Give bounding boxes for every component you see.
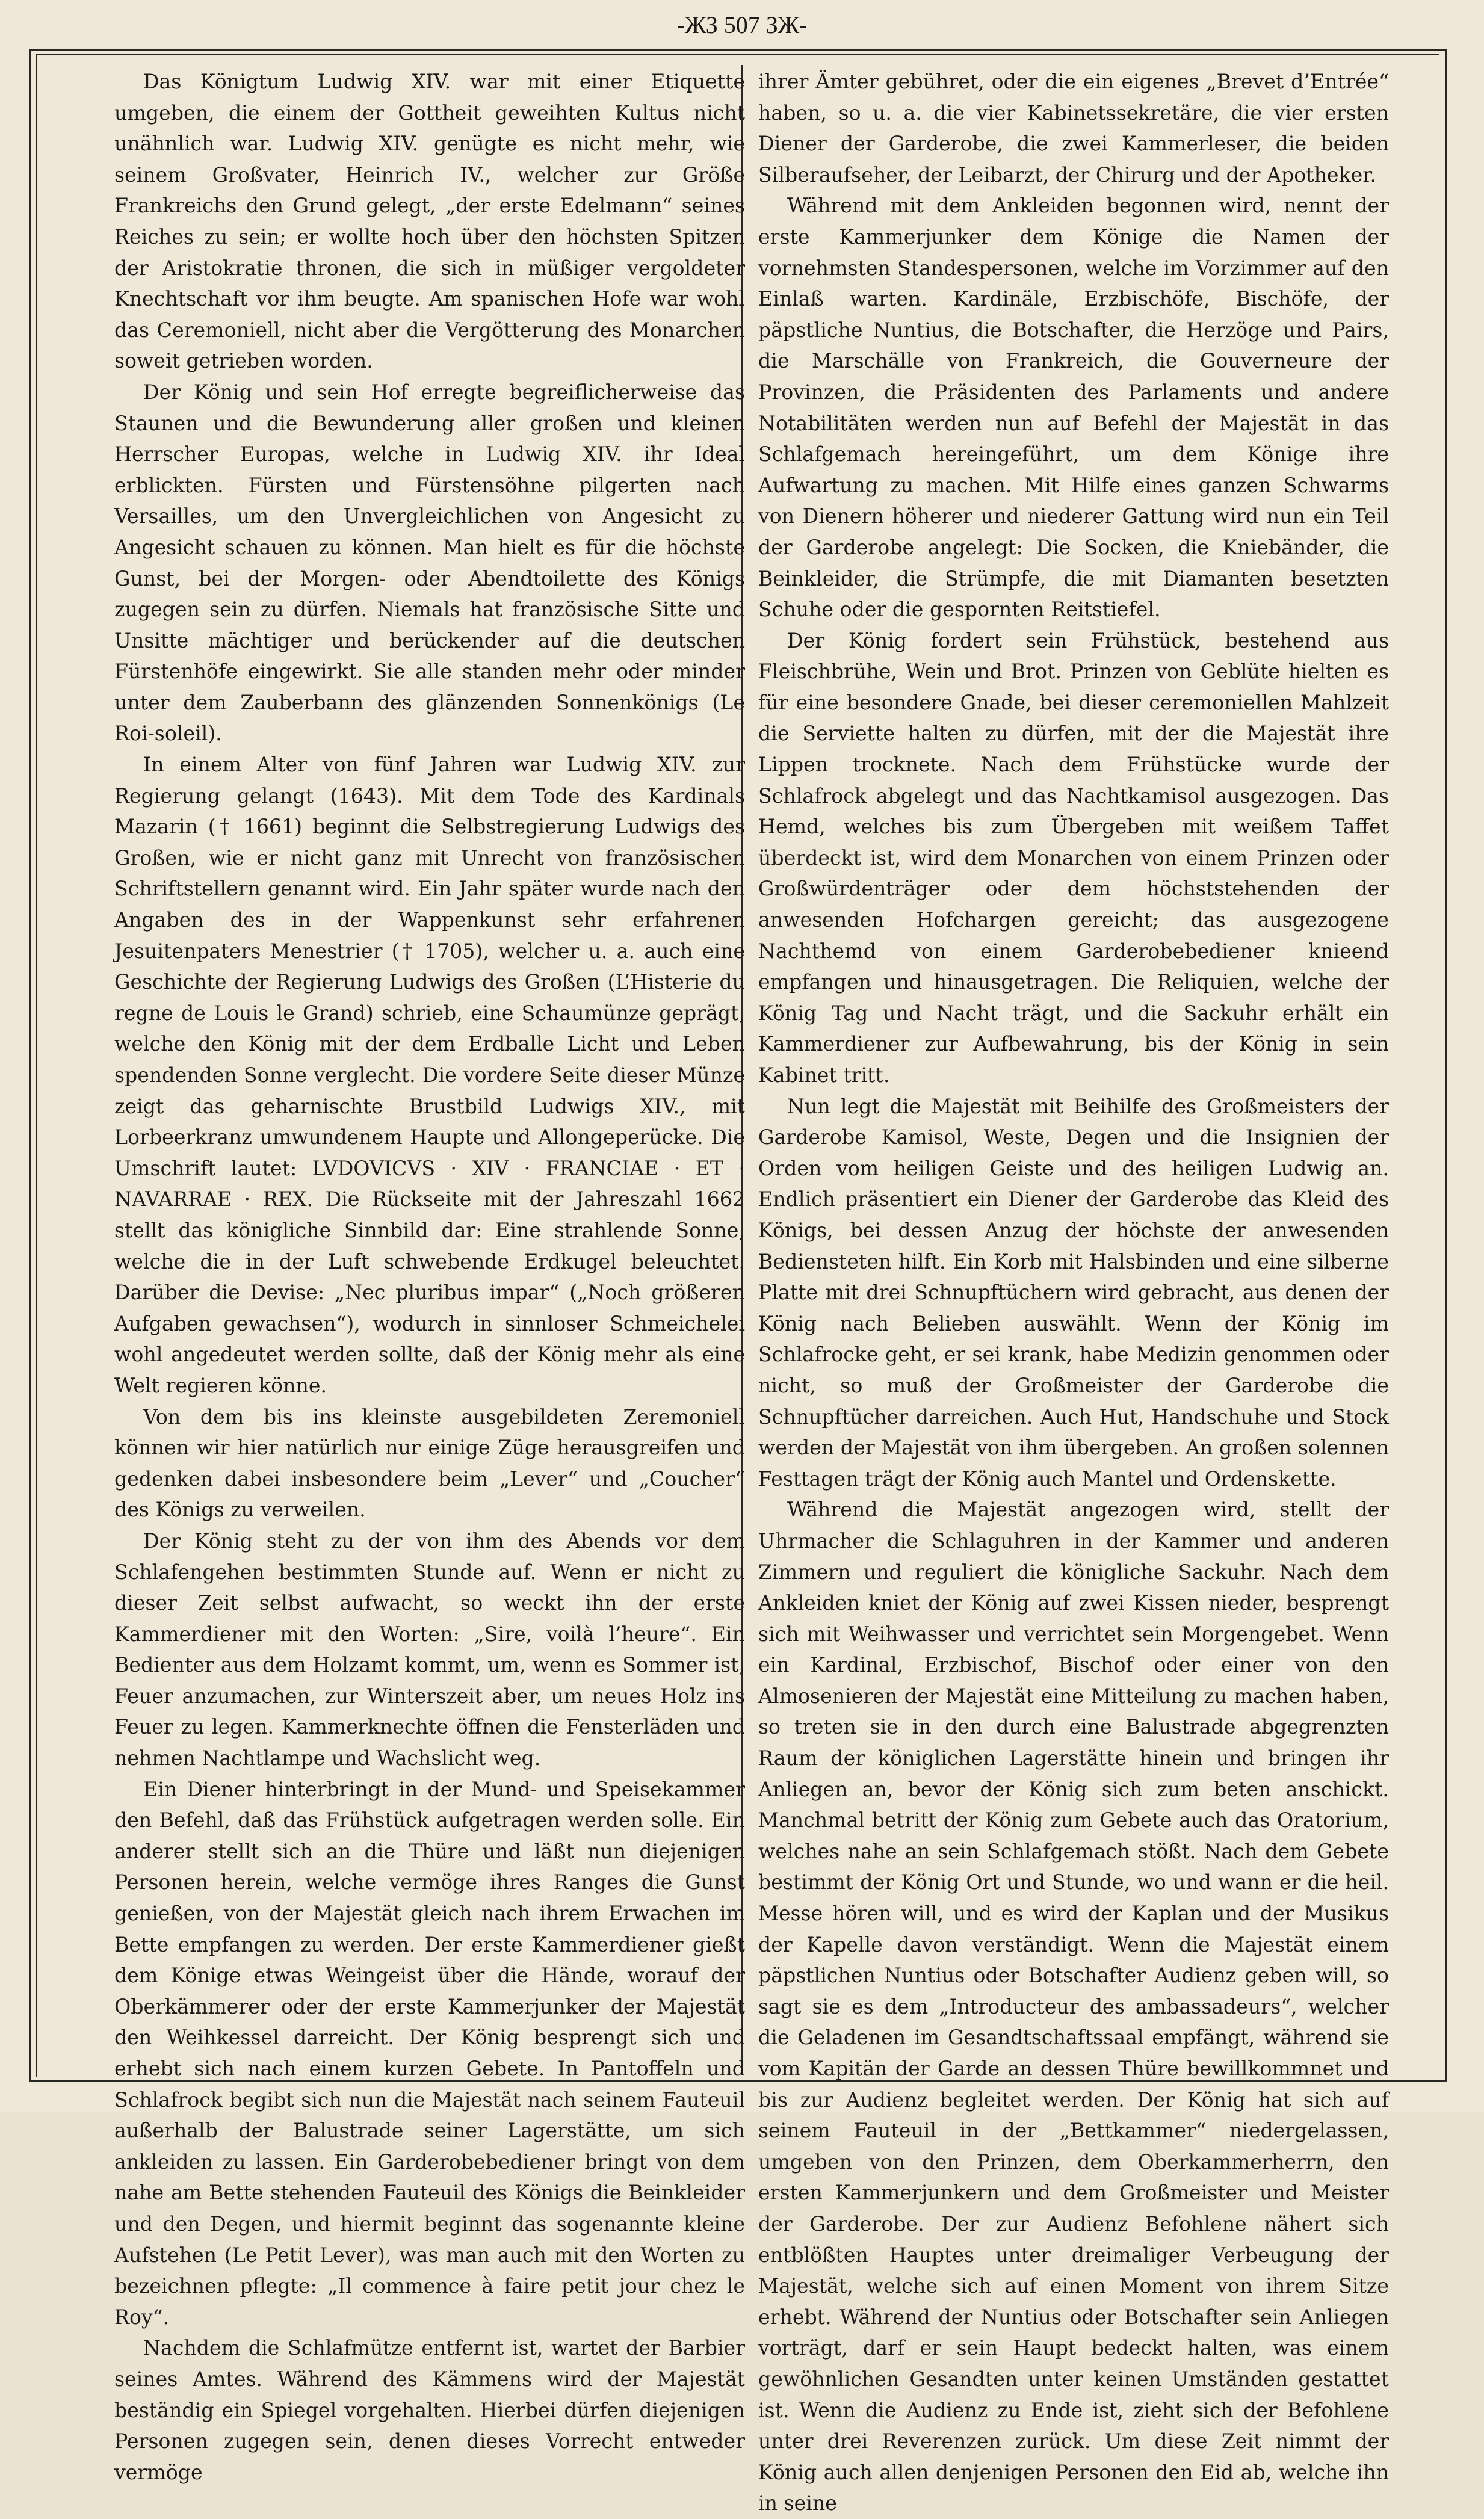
paragraph: Von dem bis ins kleinste ausgebildeten Zeremoniell können wir hier natürlich nur einige Züge herausgreifen und gedenken dabei insbesondere beim „Lever“ und „Coucher“ des Königs zu verweilen. xyxy=(114,1405,745,1522)
ornament-right: ЗЖ- xyxy=(765,11,808,39)
ornament-left: -ЖЗ xyxy=(676,11,718,39)
paragraph: Während mit dem Ankleiden begonnen wird, nennt der erste Kammerjunker dem Könige die Namen der vornehmsten Standespersonen, welche im Vorzimmer auf den Einlaß warten. Kardinäle, Erzbischöfe, Bischöfe, der päpstliche Nuntius, die Botschafter, die Herzöge und Pairs, die Marschälle von Frankreich, die Gouverneure der Provinzen, die Präsidenten des Parlaments und andere Notabilitäten werden nun auf Befehl der Majestät in das Schlafgemach hereingeführt, um dem Könige ihre Aufwartung zu machen. Mit Hilfe eines ganzen Schwarms von Dienern höherer und niederer Gattung wird nun ein Teil der Garderobe angelegt: Die Socken, die Kniebänder, die Beinkleider, die Strümpfe, die mit Diamanten besetzten Schuhe oder die gespornten Reitstiefel. xyxy=(758,194,1389,622)
paragraph: In einem Alter von fünf Jahren war Ludwig XIV. zur Regierung gelangt (1643). Mit dem Tode des Kardinals Mazarin († 1661) beginnt die Selbstregierung Ludwigs des Großen, wie er nicht ganz mit Unrecht von französischen Schriftstellern genannt wird. Ein Jahr später wurde nach den Angaben des in der Wappenkunst sehr erfahrenen Jesuitenpaters Menestrier († 1705), welcher u. a. auch eine Geschichte der Regierung Ludwigs des Großen (L’Histerie du regne de Louis le Grand) schrieb, eine Schaumünze geprägt, welche den König mit der dem Erdballe Licht und Leben spendenden Sonne verglecht. Die vordere Seite dieser Münze zeigt das geharnischte Brustbild Ludwigs XIV., mit Lorbeerkranz umwundenem Haupte und Allongeperücke. Die Umschrift lautet: LVDOVICVS · XIV · FRANCIAE · ET · NAVARRAE · REX. Die Rückseite mit der Jahreszahl 1662 stellt das königliche Sinnbild dar: Eine strahlende Sonne, welche die in der Luft schwebende Erdkugel beleuchtet. Darüber die Devise: „Nec pluribus impar“ („Noch größeren Aufgaben gewachsen“), wodurch in sinnloser Schmeichelei wohl angedeutet werden sollte, daß der König mehr als eine Welt regieren könne. xyxy=(114,753,745,1397)
paragraph: Der König und sein Hof erregte begreiflicherweise das Staunen und die Bewunderung aller großen und kleinen Herrscher Europas, welche in Ludwig XIV. ihr Ideal erblickten. Fürsten und Fürstensöhne pilgerten nach Versailles, um den Unvergleichlichen von Angesicht zu Angesicht schauen zu können. Man hielt es für die höchste Gunst, bei der Morgen- oder Abendtoilette des Königs zugegen sein zu dürfen. Niemals hat französische Sitte und Unsitte mächtiger und berückender auf die deutschen Fürstenhöfe eingewirkt. Sie alle standen mehr oder minder unter dem Zauberbann des glänzenden Sonnenkönigs (Le Roi-soleil). xyxy=(114,380,745,746)
paragraph: Das Königtum Ludwig XIV. war mit einer Etiquette umgeben, die einem der Gottheit geweihten Kultus nicht unähnlich war. Ludwig XIV. genügte es nicht mehr, wie seinem Großvater, Heinrich IV., welcher zur Größe Frankreichs den Grund gelegt, „der erste Edelmann“ seines Reiches zu sein; er wollte hoch über den höchsten Spitzen der Aristokratie thronen, die sich in müßiger vergoldeter Knechtschaft vor ihm beugte. Am spanischen Hofe war wohl das Ceremoniell, nicht aber die Vergötterung des Monarchen soweit getrieben worden. xyxy=(114,70,745,373)
paragraph: Der König steht zu der von ihm des Abends vor dem Schlafengehen bestimmten Stunde auf. Wenn er nicht zu dieser Zeit selbst aufwacht, so weckt ihn der erste Kammerdiener mit den Worten: „Sire, voilà l’heure“. Ein Bedienter aus dem Holzamt kommt, um, wenn es Sommer ist, Feuer anzumachen, zur Winterszeit aber, um neues Holz ins Feuer zu legen. Kammerknechte öffnen die Fensterläden und nehmen Nachtlampe und Wachslicht weg. xyxy=(114,1528,745,1770)
right-column xyxy=(758,66,1389,2515)
paragraph: Nun legt die Majestät mit Beihilfe des Großmeisters der Garderobe Kamisol, Weste, Degen und die Insignien der Orden vom heiligen Geiste und des heiligen Ludwig an. Endlich präsentiert ein Diener der Garderobe das Kleid des Königs, bei dessen Anzug der höchste der anwesenden Bediensteten hilft. Ein Korb mit Halsbinden und eine silberne Platte mit drei Schnupftüchern wird gebracht, aus denen der König nach Belieben auswählt. Wenn der König im Schlafrocke geht, er sei krank, habe Medizin genommen oder nicht, so muß der Großmeister der Garderobe die Schnupftücher darreichen. Auch Hut, Handschuhe und Stock werden der Majestät von ihm übergeben. An großen solennen Festtagen trägt der König auch Mantel und Ordenskette. xyxy=(758,1094,1389,1491)
paragraph: Während die Majestät angezogen wird, stellt der Uhrmacher die Schlaguhren in der Kammer und anderen Zimmern und reguliert die königliche Sackuhr. Nach dem Ankleiden kniet der König auf zwei Kissen nieder, besprengt sich mit Weihwasser und verrichtet sein Morgengebet. Wenn ein Kardinal, Erzbischof, Bischof oder einer von den Almosenieren der Majestät eine Mitteilung zu machen haben, so treten sie in den durch eine Balustrade abgegrenzten Raum der königlichen Lagerstätte hinein und bringen ihr Anliegen an, bevor der König sich zum beten anschickt. Manchmal betritt der König zum Gebete auch das Oratorium, welches nahe an sein Schlafgemach stößt. Nach dem Gebete bestimmt der König Ort und Stunde, wo und wann er die heil. Messe hören will, und es wird der Kaplan und der Musikus der Kapelle davon verständigt. Wenn die Majestät einem päpstlichen Nuntius oder Botschafter Audienz geben will, so sagt sie es dem „Introducteur des ambassadeurs“, welcher die Geladenen im Gesandtschaftssaal empfängt, während sie vom Kapitän der Garde an dessen Thüre bewillkommnet und bis zur Audienz begleitet werden. Der König hat sich auf seinem Fauteuil in der „Bettkammer“ niedergelassen, umgeben von den Prinzen, dem Oberkammerherrn, den ersten Kammerjunkern und dem Großmeister und Meister der Garderobe. Der zur Audienz Befohlene nähert sich entblößten Hauptes unter dreimaliger Verbeugung der Majestät, welche sich auf einen Moment von ihrem Sitze erhebt. Während der Nuntius oder Botschafter sein Anliegen vorträgt, darf er sein Haupt bedeckt halten, was einem gewöhnlichen Gesandten unter keinen Umständen gestattet ist. Wenn die Audienz zu Ende ist, zieht sich der Befohlene unter drei Reverenzen zurück. Um diese Zeit nimmt der König auch allen denjenigen Personen den Eid ab, welche ihn in seine xyxy=(758,1498,1389,2515)
page-number-header xyxy=(0,10,1484,41)
paragraph: Der König fordert sein Frühstück, bestehend aus Fleischbrühe, Wein und Brot. Prinzen von Geblüte hielten es für eine besondere Gnade, bei dieser ceremoniellen Mahlzeit die Serviette halten zu dürfen, mit der die Majestät ihre Lippen trocknete. Nach dem Frühstücke wurde der Schlafrock abgelegt und das Nachtkamisol ausgezogen. Das Hemd, welches bis zum Übergeben mit weißem Taffet überdeckt ist, wird dem Monarchen von einem Prinzen oder Großwürdenträger oder dem höchststehenden der anwesenden Hofchargen gereicht; das ausgezogene Nachthemd von einem Garderobebediener knieend empfangen und hinausgetragen. Die Reliquien, welche der König Tag und Nacht trägt, und die Sackuhr erhält ein Kammerdiener zur Aufbewahrung, bis der König in sein Kabinet tritt. xyxy=(758,628,1389,1087)
paragraph: Nachdem die Schlafmütze entfernt ist, wartet der Barbier seines Amtes. Während des Kämmens wird der Majestät beständig ein Spiegel vorgehalten. Hierbei dürfen diejenigen Personen zugegen sein, denen dieses Vorrecht entweder vermöge xyxy=(114,2336,745,2484)
page-number: 507 xyxy=(723,11,760,39)
left-column xyxy=(114,66,745,2484)
paragraph-continued: ihrer Ämter gebühret, oder die ein eigenes „Brevet d’Entrée“ haben, so u. a. die vier Kabinetssekretäre, die vier ersten Diener der Garderobe, die zwei Kammerleser, die beiden Silberaufseher, der Leibarzt, der Chirurg und der Apotheker. xyxy=(758,70,1389,187)
paragraph: Ein Diener hinterbringt in der Mund- und Speisekammer den Befehl, daß das Frühstück aufgetragen werden solle. Ein anderer stellt sich an die Thüre und läßt nun diejenigen Personen herein, welche vermöge ihres Ranges die Gunst genießen, von der Majestät gleich nach ihrem Erwachen im Bette empfangen zu werden. Der erste Kammerdiener gießt dem Könige etwas Weingeist über die Hände, worauf der Oberkämmerer oder der erste Kammerjunker der Majestät den Weihkessel darreicht. Der König besprengt sich und erhebt sich nach einem kurzen Gebete. In Pantoffeln und Schlafrock begibt sich nun die Majestät nach seinem Fauteuil außerhalb der Balustrade seiner Lagerstätte, um sich ankleiden zu lassen. Ein Garderobebediener bringt von dem nahe am Bette stehenden Fauteuil des Königs die Beinkleider und den Degen, und hiermit beginnt das sogenannte kleine Aufstehen (Le Petit Lever), was man auch mit den Worten zu bezeichnen pflegte: „Il commence à faire petit jour chez le Roy“. xyxy=(114,1777,745,2329)
